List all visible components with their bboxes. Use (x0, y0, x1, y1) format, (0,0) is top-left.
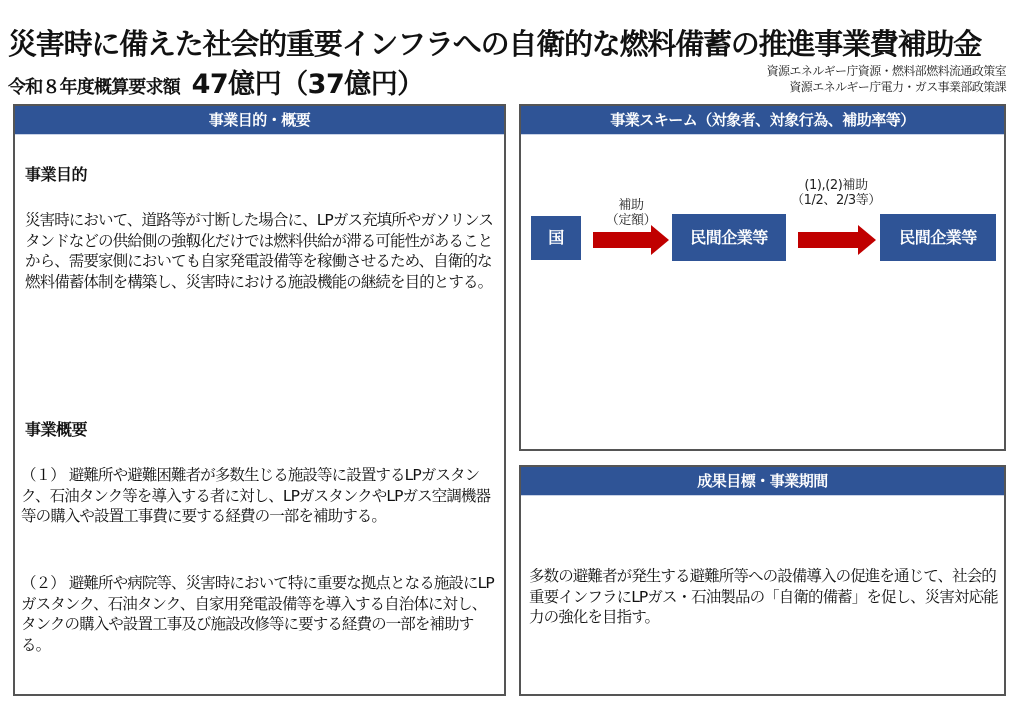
flow-label-line: （定額） (605, 213, 657, 228)
page-title: 災害時に備えた社会的重要インフラへの自衛的な燃料備蓄の推進事業費補助金 (8, 27, 982, 61)
right-arrow-icon (798, 225, 876, 255)
panel-header: 成果目標・事業期間 (521, 467, 1004, 496)
responsible-departments (767, 63, 1006, 95)
department-line: 資源エネルギー庁電力・ガス事業部政策課 (789, 80, 1006, 94)
flow-label-line: 補助 (618, 198, 644, 213)
flow-node-government: 国 (531, 216, 581, 260)
scheme-panel (519, 104, 1006, 451)
goal-text: 多数の避難者が発生する避難所等への設備導入の促進を通じて、社会的重要インフラにLPガス・石油製品の「自衛的備蓄」を促し、災害対応能力の強化を目指す。 (529, 567, 998, 626)
budget-amount: 47億円（37億円） (191, 69, 424, 100)
overview-item: （１） 避難所や避難困難者が多数生じる施設等に設置するLPガスタンク、石油タンク等を導入する者に対し、LPガスタンクやLPガス空調機器等の購入や設置工事費に要する経費の一部を補助する。 (21, 466, 491, 525)
overview-item: （２） 避難所や病院等、災害時において特に重要な拠点となる施設にLPガスタンク、石油タンク、自家用発電設備等を導入する自治体に対し、タンクの購入や設置工事及び施設改修等に要する経費の一部を補助する。 (21, 574, 494, 654)
flow-label-line: (1),(2)補助 (804, 178, 868, 193)
flow-label-subsidy-fixed (593, 198, 669, 228)
goal-period-panel (519, 465, 1006, 696)
flow-node-private-company: 民間企業等 (672, 214, 786, 261)
flow-label-line: （1/2、2/3等） (791, 193, 881, 208)
right-arrow-icon (593, 225, 669, 255)
purpose-heading: 事業目的 (25, 165, 88, 184)
panel-header: 事業目的・概要 (15, 106, 504, 135)
purpose-text: 災害時において、道路等が寸断した場合に、LPガス充填所やガソリンスタンドなどの供給側の強靱化だけでは燃料供給が滞る可能性があることから、需要家側においても自家発電設備等を稼働させるため、自衛的な燃料備蓄体制を構築し、災害時における施設機能の継続を目的とする。 (25, 211, 494, 291)
overview-heading: 事業概要 (25, 420, 88, 439)
flow-label-subsidy-rate (771, 178, 901, 208)
panel-header: 事業スキーム（対象者、対象行為、補助率等） (521, 106, 1004, 135)
department-line: 資源エネルギー庁資源・燃料部燃料流通政策室 (766, 64, 1006, 78)
purpose-overview-panel (13, 104, 506, 696)
flow-node-private-company: 民間企業等 (880, 214, 996, 261)
budget-label: 令和８年度概算要求額 (8, 77, 180, 98)
budget-request (8, 62, 424, 101)
